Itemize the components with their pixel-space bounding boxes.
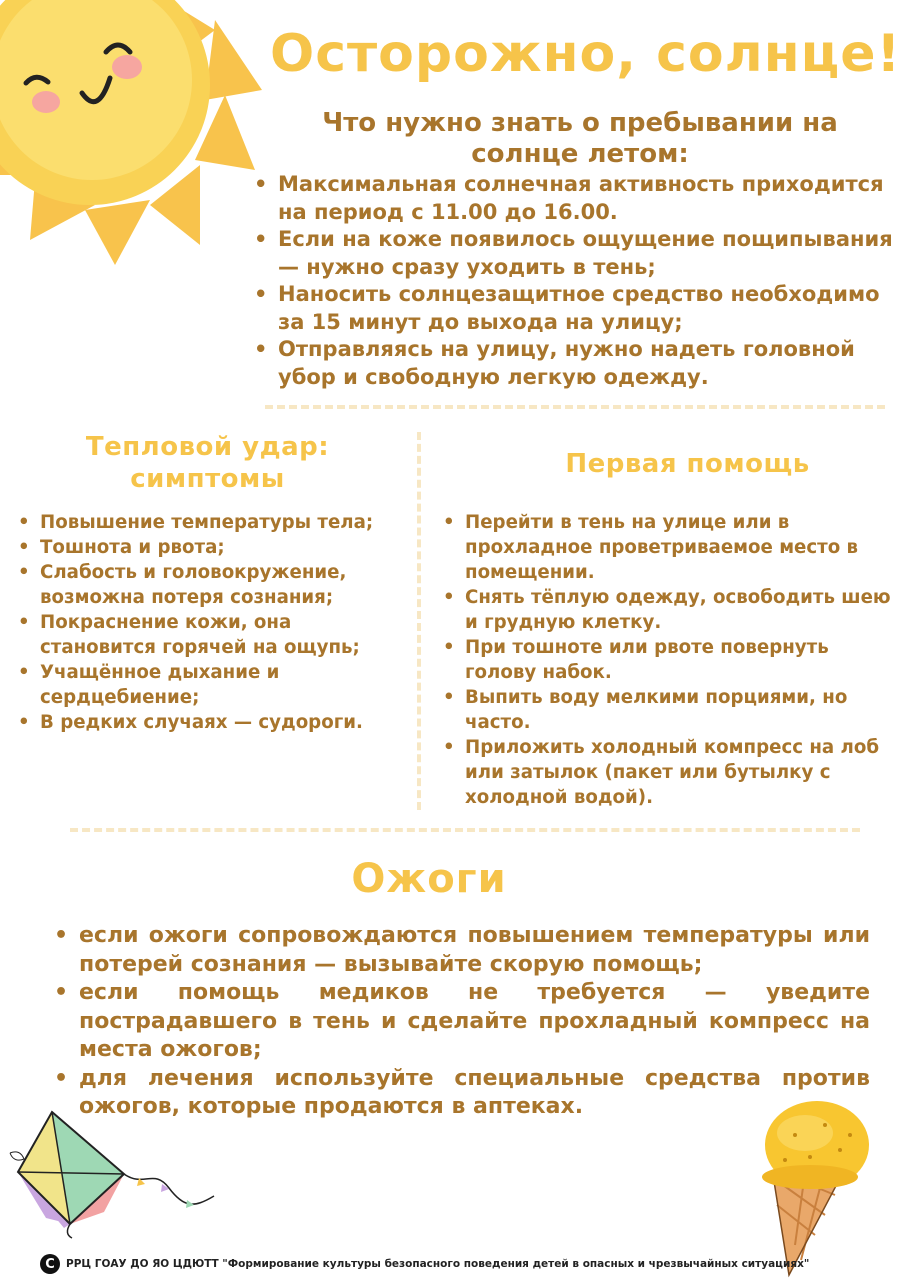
page-title: Осторожно, солнце! — [270, 24, 902, 84]
page-subtitle: Что нужно знать о пребывании на солнце летом: — [322, 108, 838, 169]
list-item: • для лечения используйте специальные средства против ожогов, которые продаются в аптеках. — [52, 1065, 870, 1122]
sun-icon — [0, 0, 270, 270]
list-item: • Приложить холодный компресс на лоб или затылок (пакет или бутылку с холодной водой). — [443, 735, 903, 810]
first-aid-list — [443, 510, 903, 810]
list-item: • Выпить воду мелкими порциями, но часто. — [443, 685, 903, 735]
list-item: • Снять тёплую одежду, освободить шею и грудную клетку. — [443, 585, 903, 635]
kite-icon — [4, 1108, 224, 1240]
divider-middle — [70, 828, 860, 832]
intro-list — [252, 171, 902, 391]
heatstroke-heading: Тепловой удар: симптомы — [85, 432, 330, 494]
footer-text: РРЦ ГОАУ ДО ЯО ЦДЮТТ "Формирование культуры безопасного поведения детей в опасных и чрезвычайных ситуациях" — [66, 1258, 810, 1270]
list-item: • если помощь медиков не требуется — уведите пострадавшего в тень и сделайте прохладный компресс на места ожогов; — [52, 979, 870, 1065]
divider-vertical — [417, 432, 421, 810]
list-item: • Отправляясь на улицу, нужно надеть головной убор и свободную легкую одежду. — [252, 336, 902, 391]
footer — [40, 1252, 809, 1276]
list-item: • Слабость и головокружение, возможна потеря сознания; — [18, 560, 413, 610]
first-aid-heading: Первая помощь — [565, 449, 810, 479]
list-item: • Перейти в тень на улице или в прохладное проветриваемое место в помещении. — [443, 510, 903, 585]
list-item: • Если на коже появилось ощущение пощипывания — нужно сразу уходить в тень; — [252, 226, 902, 281]
list-item: • Учащённое дыхание и сердцебиение; — [18, 660, 413, 710]
list-item: • Максимальная солнечная активность приходится на период с 11.00 до 16.00. — [252, 171, 902, 226]
list-item: • если ожоги сопровождаются повышением температуры или потерей сознания — вызывайте скорую помощь; — [52, 922, 870, 979]
list-item: • При тошноте или рвоте повернуть голову набок. — [443, 635, 903, 685]
burns-heading: Ожоги — [351, 856, 507, 902]
list-item: • В редких случаях — судороги. — [18, 710, 413, 735]
divider-top — [265, 405, 885, 409]
copyright-badge: С — [40, 1254, 60, 1274]
burns-list — [52, 922, 870, 1122]
list-item: • Тошнота и рвота; — [18, 535, 413, 560]
list-item: • Наносить солнцезащитное средство необходимо за 15 минут до выхода на улицу; — [252, 281, 902, 336]
list-item: • Повышение температуры тела; — [18, 510, 413, 535]
heatstroke-list — [18, 510, 413, 735]
list-item: • Покраснение кожи, она становится горячей на ощупь; — [18, 610, 413, 660]
